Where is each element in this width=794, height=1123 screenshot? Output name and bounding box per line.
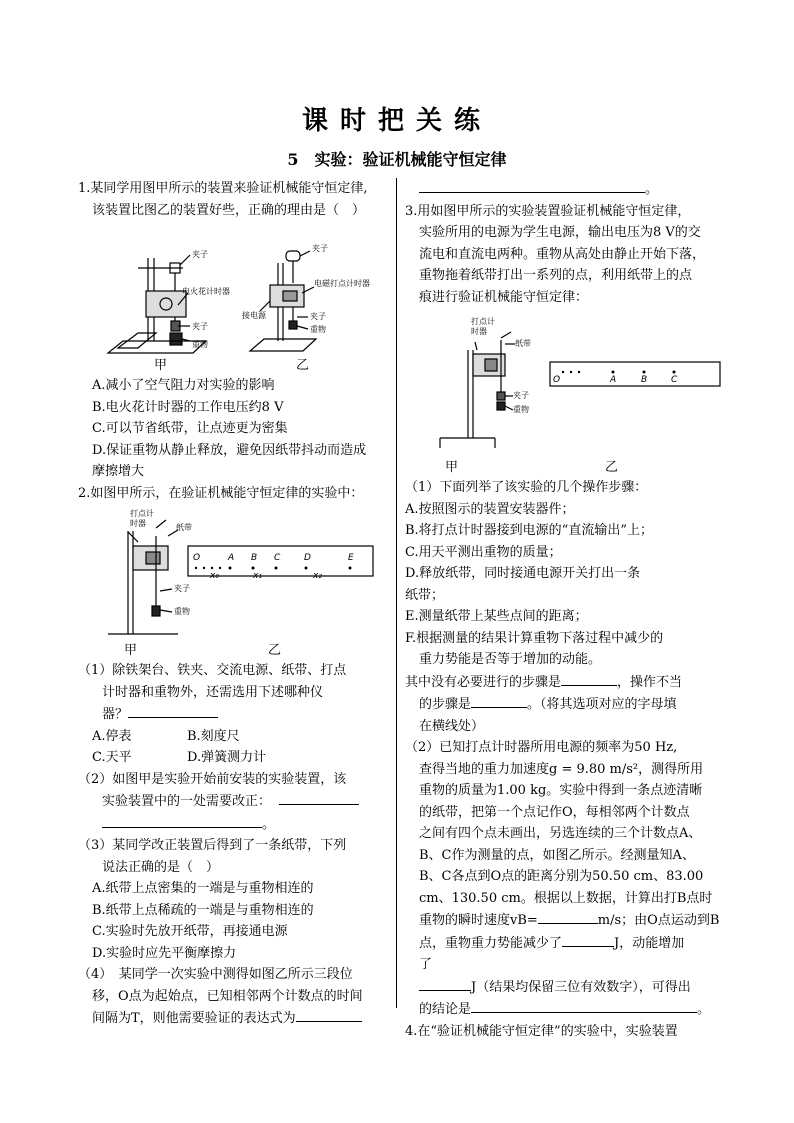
- q2-sub4-line2: 移，O点为起始点，已知相邻两个计数点的时间: [92, 988, 363, 1004]
- q1-stem-line2: 该装置比图乙的装置好些，正确的理由是（ ）: [92, 202, 366, 218]
- q3-step-d-cont: 纸带；: [405, 587, 445, 603]
- q3-sub2-line5: 之间有四个点未画出，另选连续的三个计数点A、: [419, 826, 702, 841]
- label-weight2: 重物: [310, 325, 326, 334]
- q3-sub2-line9: 重物的瞬时速度vB= m/s；由O点运动到B: [405, 909, 725, 932]
- q3-sub2-blank-vb[interactable]: [538, 909, 598, 924]
- q3-sub2-line8: cm、130.50 cm。根据以上数据，计算出打B点时: [419, 890, 713, 906]
- q2-sub1-opt-d: D.弹簧测力计: [187, 750, 267, 765]
- q3-step-e: E.测量纸带上某些点间的距离；: [405, 609, 588, 624]
- q2-sub2-line3: 。: [78, 813, 388, 836]
- q3-sub1-question: 其中没有必要进行的步骤是 ，操作不当: [405, 671, 725, 694]
- q3-sub1-question-2: 的步骤是 。（将其选项对应的字母填: [405, 693, 725, 716]
- q2-sub1-blank[interactable]: [128, 703, 218, 718]
- q2-sub3-opt-c: C.实验时先放开纸带，再接通电源: [92, 924, 288, 939]
- q3-step-a: A.按照图示的装置安装器件；: [405, 501, 575, 517]
- q1-option-d: D.保证重物从静止释放，避免因纸带抖动而造成: [92, 442, 367, 458]
- label-clip-bottom: 夹子: [192, 322, 208, 331]
- q1-stem-line1: 1.某同学用图甲所示的装置来验证机械能守恒定律,: [78, 181, 368, 196]
- q3-label-clip: 夹子: [513, 391, 529, 400]
- q2-sub4-blank[interactable]: [296, 1007, 362, 1022]
- q3-sub2-line10: 点，重物重力势能减少了 J，动能增加: [405, 932, 725, 955]
- q3-sub1-question-3: 在横线处）: [419, 718, 485, 734]
- q2-sub1-opt-a: A.停表: [92, 728, 132, 744]
- q3-sub1-blank-2[interactable]: [471, 693, 527, 708]
- q2-point-b: B: [251, 553, 258, 563]
- q3-step-d: D.释放纸带，同时接通电源开关打出一条: [405, 566, 641, 581]
- q3-sub2-line13: 的结论是 。: [405, 998, 725, 1021]
- q2-sub1-line1: （1）除铁架台、铁夹、交流电源、纸带、打点: [78, 663, 347, 678]
- q3-sub1-head: （1）下面列举了该实验的几个操作步骤：: [405, 480, 648, 495]
- q2-sub2-blank-2[interactable]: [102, 813, 262, 828]
- q3-label-weight: 重物: [513, 405, 529, 414]
- q2-sub2-line2: 实验装置中的一处需要改正：: [78, 790, 388, 813]
- q3-caption-left: 甲: [445, 460, 459, 475]
- q2-label-timer2: 时器: [130, 519, 146, 528]
- label-power: 接电源: [242, 311, 266, 320]
- page-title: 课时把关练: [301, 106, 492, 136]
- q3-label-timer1: 打点计: [471, 317, 495, 326]
- q2-caption-left: 甲: [124, 643, 138, 658]
- q2-point-d: D: [304, 553, 311, 563]
- q3-sub2-line7: B、C各点到O点的距离分别为50.50 cm、83.00: [419, 869, 704, 884]
- q3-point-a: A: [610, 375, 617, 385]
- left-column: [78, 178, 388, 1030]
- label-spark-timer: 电火花计时器: [182, 287, 230, 296]
- q3-sub2-line4: 的纸带，把第一个点记作O，每相邻两个计数点: [419, 804, 690, 820]
- q2-label-tape: 纸带: [176, 523, 192, 532]
- q3-sub1-blank-1[interactable]: [561, 671, 617, 686]
- label-clip2: 夹子: [310, 312, 326, 321]
- q2-sub2-line1: （2）如图甲是实验开始前安装的实验装置，该: [78, 771, 347, 787]
- q3-sub2-line1: （2）已知打点计时器所用电源的频率为50 Hz,: [405, 740, 678, 755]
- q2-sub3-opt-b: B.纸带上点稀疏的一端是与重物相连的: [92, 902, 314, 918]
- q3-step-f: F.根据测量的结果计算重物下落过程中减少的: [405, 630, 664, 646]
- q2-sub1-line2: 计时器和重物外，还需选用下述哪种仪: [102, 684, 324, 700]
- label-clip2-top: 夹子: [312, 244, 328, 253]
- q1-figure: [78, 223, 388, 373]
- q3-sub2-blank-ek[interactable]: [419, 976, 471, 991]
- q1-caption-left: 甲: [154, 358, 168, 373]
- q3-sub2-line12: J（结果均保留三位有效数字），可得出: [405, 976, 725, 999]
- q2-sub2-blank-1[interactable]: [279, 790, 359, 805]
- q2-label-x2: x₂: [313, 571, 322, 581]
- q3-point-o: O: [553, 375, 561, 385]
- q1-option-c: C.可以节省纸带，让点迹更为密集: [92, 421, 288, 436]
- q3-step-c: C.用天平测出重物的质量；: [405, 544, 562, 560]
- q2-sub4-line1: （4） 某同学一次实验中测得如图乙所示三段位: [78, 967, 353, 982]
- q2-label-x1: x₁: [253, 571, 262, 581]
- q2-label-x0: x₀: [210, 571, 219, 581]
- q1-option-b: B.电火花计时器的工作电压约8 V: [92, 399, 284, 415]
- q3-figure: [405, 310, 725, 475]
- q2-point-e: E: [348, 553, 354, 563]
- q2-sub3-line2: 说法正确的是（ ）: [102, 859, 220, 875]
- q3-sub2-line2: 查得当地的重力加速度g = 9.80 m/s²，测得所用: [419, 761, 704, 777]
- q2-figure: [78, 506, 388, 658]
- q2-point-a: A: [228, 553, 235, 563]
- q3-sub2-line3: 重物的质量为1.00 kg。实验中得到一条点迹清晰: [419, 783, 703, 798]
- q3-label-tape: 纸带: [515, 339, 531, 348]
- q2-sub3-line1: （3）某同学改正装置后得到了一条纸带，下列: [78, 838, 347, 853]
- q2-stem: 2.如图甲所示，在验证机械能守恒定律的实验中：: [78, 485, 364, 501]
- q2-sub4-continued: 。: [405, 178, 725, 201]
- q3-sub2-blank-ep[interactable]: [562, 932, 614, 947]
- label-weight: 重物: [192, 340, 208, 349]
- q1-apparatus-diagram: [78, 223, 388, 373]
- q3-line4: 重物拖着纸带打出一系列的点，利用纸带上的点: [419, 268, 693, 283]
- q2-point-c: C: [274, 553, 281, 563]
- q2-apparatus-diagram: [78, 506, 388, 658]
- right-column: [405, 178, 725, 1042]
- q3-line3: 流电和直流电两种。重物从高处由静止开始下落，: [419, 246, 706, 262]
- label-em-timer: 电磁打点计时器: [314, 279, 370, 288]
- q3-line2: 实验所用的电源为学生电源，输出电压为8 V的交: [419, 225, 701, 240]
- q3-sub2-line11: 了: [419, 957, 433, 972]
- q2-sub1-opts-row2: [78, 747, 388, 769]
- q3-line5: 痕进行验证机械能守恒定律：: [419, 289, 589, 305]
- q3-sub2-blank-conclusion[interactable]: [471, 998, 697, 1013]
- q1-option-d-cont: 摩擦增大: [92, 464, 145, 479]
- q3-step-b: B.将打点计时器接到电源的“直流输出”上；: [405, 523, 653, 538]
- q3-sub2-line6: B、C作为测量的点，如图乙所示。经测量知A、: [419, 847, 695, 863]
- column-divider: [396, 178, 397, 1008]
- q3-apparatus-diagram: [405, 310, 725, 475]
- q2-sub4-blank-cont[interactable]: [419, 178, 645, 193]
- q3-caption-right: 乙: [605, 460, 619, 475]
- q2-point-o: O: [193, 553, 201, 563]
- q2-sub4-line3: 间隔为T，则他需要验证的表达式为: [78, 1007, 388, 1030]
- q2-sub1-opts-row1: [78, 726, 388, 748]
- q2-label-clip: 夹子: [174, 584, 190, 593]
- q2-sub3-opt-d: D.实验时应先平衡摩擦力: [92, 945, 237, 961]
- q1-option-a: A.减小了空气阻力对实验的影响: [92, 378, 275, 393]
- q2-caption-right: 乙: [268, 643, 282, 658]
- q2-sub1-opt-b: B.刻度尺: [187, 728, 240, 744]
- q2-label-weight: 重物: [174, 607, 190, 616]
- q3-line1: 3.用如图甲所示的实验装置验证机械能守恒定律，: [405, 203, 691, 219]
- q2-sub1-opt-c: C.天平: [92, 750, 132, 765]
- q3-point-b: B: [641, 375, 648, 385]
- label-clip-top: 夹子: [192, 250, 208, 259]
- q3-label-timer2: 时器: [471, 327, 487, 336]
- page-subtitle: 5 实验：验证机械能守恒定律: [287, 150, 507, 169]
- q4-stem: 4.在“验证机械能守恒定律”的实验中，实验装置: [405, 1023, 678, 1039]
- q2-sub1-line3: 器？: [78, 703, 388, 726]
- q3-point-c: C: [671, 375, 678, 385]
- q2-sub3-opt-a: A.纸带上点密集的一端是与重物相连的: [92, 881, 314, 896]
- q3-step-f-cont: 重力势能是否等于增加的动能。: [419, 652, 602, 667]
- q2-label-timer1: 打点计: [130, 509, 154, 518]
- q1-caption-right: 乙: [296, 358, 310, 373]
